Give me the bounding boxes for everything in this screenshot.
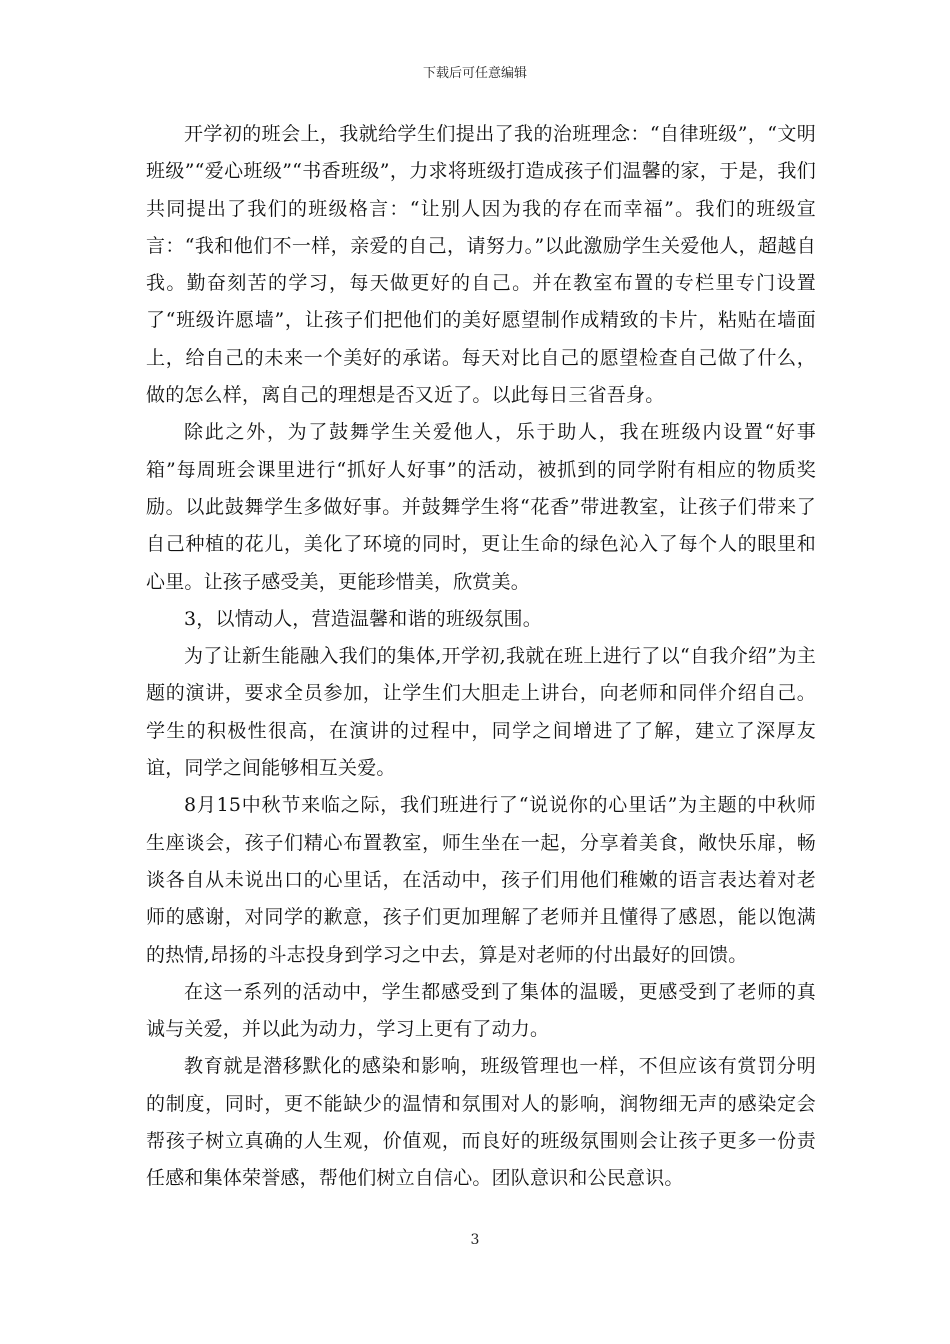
paragraph-mid-autumn: 8月15中秋节来临之际，我们班进行了“说说你的心里话”为主题的中秋师生座谈会，孩子们精心布置教室，师生坐在一起，分享着美食，敞快乐扉，畅谈各自从未说出口的心里话，在活动中，孩子们用他们稚嫩的语言表达着对老师的感谢，对同学的歉意，孩子们更加理解了老师并且懂得了感恩，能以饱满的热情,昂扬的斗志投身到学习之中去，算是对老师的付出最好的回馈。 [146,794,816,966]
paragraph-self-introduction: 为了让新生能融入我们的集体,开学初,我就在班上进行了以“自我介绍”为主题的演讲，要求全员参加，让学生们大胆走上讲台，向老师和同伴介绍自己。学生的积极性很高，在演讲的过程中，同学之间增进了了解，建立了深厚友谊，同学之间能够相互关爱。 [146,645,816,780]
paragraph-activities-summary: 在这一系列的活动中，学生都感受到了集体的温暖，更感受到了老师的真诚与关爱，并以此为动力，学习上更有了动力。 [146,980,816,1041]
paragraph-education-conclusion: 教育就是潜移默化的感染和影响，班级管理也一样，不但应该有赏罚分明的制度，同时，更不能缺少的温情和氛围对人的影响，润物细无声的感染定会帮孩子树立真确的人生观，价值观，而良好的班级氛围则会让孩子更多一份责任感和集体荣誉感，帮他们树立自信心。团队意识和公民意识。 [146,1055,816,1190]
paragraph-class-philosophy: 开学初的班会上，我就给学生们提出了我的治班理念：“自律班级”，“文明班级”“爱心班级”“书香班级”，力求将班级打造成孩子们温馨的家，于是，我们共同提出了我们的班级格言：“让别人因为我的存在而幸福”。我们的班级宣言：“我和他们不一样，亲爱的自己，请努力。”以此激励学生关爱他人，超越自我。勤奋刻苦的学习，每天做更好的自己。并在教室布置的专栏里专门设置了“班级许愿墙”，让孩子们把他们的美好愿望制作成精致的卡片，粘贴在墙面上，给自己的未来一个美好的承诺。每天对比自己的愿望检查自己做了什么，做的怎么样，离自己的理想是否又近了。以此每日三省吾身。 [146,123,816,407]
document-body [146,116,816,1198]
section-heading-atmosphere: 3，以情动人，营造温馨和谐的班级氛围。 [184,607,542,630]
paragraph-good-deeds: 除此之外，为了鼓舞学生关爱他人，乐于助人，我在班级内设置“好事箱”每周班会课里进行“抓好人好事”的活动，被抓到的同学附有相应的物质奖励。以此鼓舞学生多做好事。并鼓舞学生将“花香”带进教室，让孩子们带来了自己种植的花儿，美化了环境的同时，更让生命的绿色沁入了每个人的眼里和心里。让孩子感受美，更能珍惜美，欣赏美。 [146,421,816,593]
page-header: 下载后可任意编辑 [422,66,527,81]
page-number: 3 [470,1232,480,1248]
